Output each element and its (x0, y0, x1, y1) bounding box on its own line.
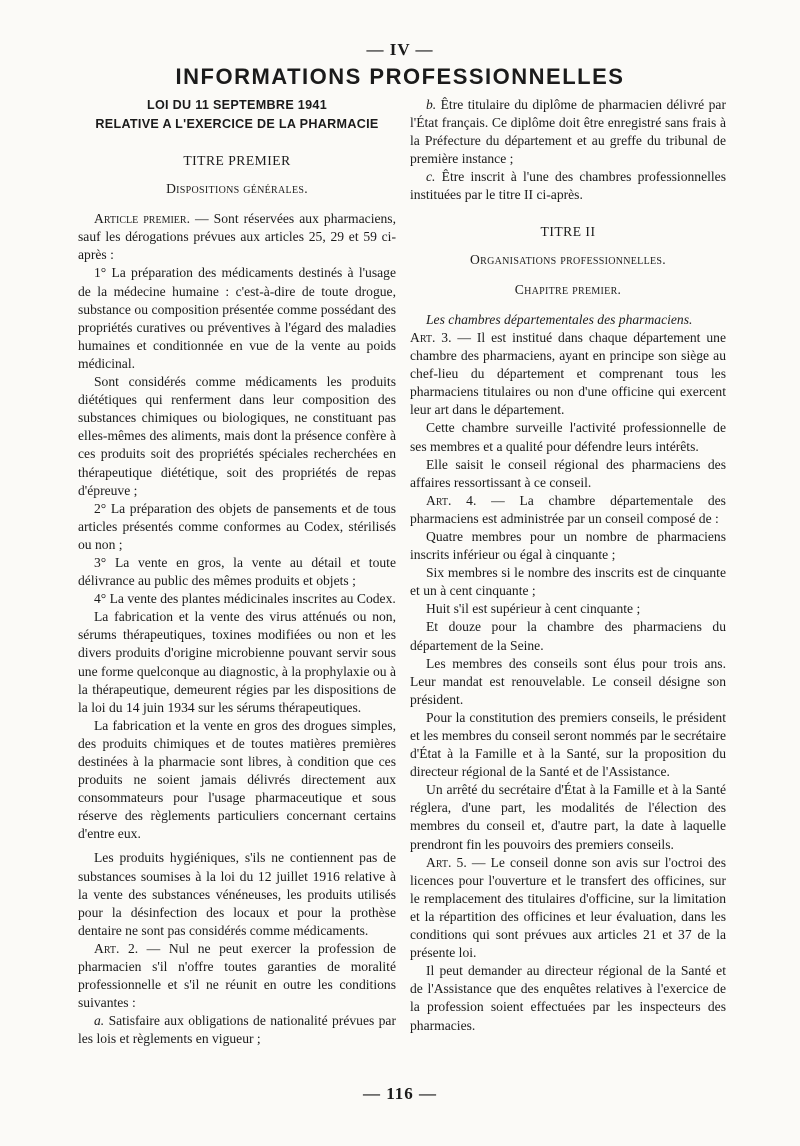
condition-b (410, 96, 726, 168)
article-label: Art. 3. (410, 329, 452, 345)
paragraph: Et douze pour la chambre des pharmaciens du département de la Seine. (410, 619, 726, 653)
paragraph: Six membres si le nombre des inscrits est de cinquante et un à cent cinquante ; (410, 565, 726, 599)
left-column (78, 96, 396, 1049)
article-5 (410, 854, 726, 963)
page-number: — 116 — (362, 1084, 438, 1103)
paragraph: Un arrêté du secrétaire d'État à la Famille et à la Santé réglera, d'une part, les modalités de l'élection des membres du conseil et, d'autre part, la date à laquelle prendront fin les pouvoirs des premiers conseils. (410, 782, 726, 852)
paragraph: La fabrication et la vente des virus atténués ou non, sérums thérapeutiques, toxines modifiées ou non et les divers produits d'origine microbienne pouvant servir sous une forme quelconque au diagnostic, à la prophylaxie ou à la thérapeutique, demeurent régies par les dispositions de la loi du 14 juin 1934 sur les sérums thérapeutiques. (78, 609, 396, 715)
paragraph: 4° La vente des plantes médicinales inscrites au Codex. (94, 591, 396, 607)
paragraph: Elle saisit le conseil régional des pharmaciens des affaires ressortissant à ce conseil. (410, 456, 726, 490)
titre-ii-heading: TITRE II (540, 223, 596, 239)
condition-c (410, 168, 726, 204)
paragraph: Il peut demander au directeur régional de la Santé et de l'Assistance que des enquêtes relatives à l'exercice de la profession soient effectuées par les inspecteurs des pharmacies. (410, 963, 726, 1033)
article-text: — Le conseil donne son avis sur l'octroi des licences pour l'ouverture et le transfert des officines, sur le remplacement des titulaires d'officine, sur la limitation et la répartition des officines et leur évaluation, dans les conditions qui sont prévues aux articles 21 et 37 de la présente loi. (410, 854, 726, 961)
titre-premier-heading: TITRE PREMIER (183, 153, 291, 168)
article-text: — Nul ne peut exercer la profession de pharmacien s'il n'offre toutes garanties de moralité professionnelle et s'il ne réunit en outre les conditions suivantes : (78, 940, 396, 1011)
condition-a (78, 1012, 396, 1048)
paragraph: Quatre membres pour un nombre de pharmaciens inscrits inférieur ou égal à cinquante ; (410, 528, 726, 563)
paragraph: Les produits hygiéniques, s'ils ne contiennent pas de substances soumises à la loi du 12 juillet 1916 relative à la vente des substances vénéneuses, les produits utilisés pour la désinfection des locaux et pour la prothèse dentaire ne sont pas considérés comme médicaments. (78, 850, 396, 938)
condition-text: Être titulaire du diplôme de pharmacien délivré par l'État français. Ce diplôme doit être enregistré sans frais à la Préfecture du département et au greffe du tribunal de première instance ; (410, 97, 726, 167)
law-title-line-1: LOI DU 11 SEPTEMBRE 1941 (146, 98, 328, 112)
article-label: Article premier. (94, 211, 190, 227)
article-label: Art. 4. (426, 492, 477, 508)
article-text: — Il est institué dans chaque département une chambre des pharmaciens, ayant en principe son siège au chef-lieu du département et comprenant tous les pharmaciens titulaires ou non d'une officine qui exercent leur art dans le département. (410, 329, 726, 418)
article-3 (410, 329, 726, 419)
condition-text: Être inscrit à l'une des chambres professionnelles instituées par le titre II ci-après. (410, 169, 726, 203)
section-title: INFORMATIONS PROFESSIONNELLES (175, 64, 625, 89)
chapitre-premier-heading: Chapitre premier. (514, 281, 622, 297)
condition-label: c. (426, 169, 436, 185)
paragraph: 3° La vente en gros, la vente au détail et toute délivrance au public des mêmes produits et objets ; (78, 554, 396, 589)
dispositions-generales-heading: Dispositions générales. (166, 181, 308, 197)
paragraph: La fabrication et la vente en gros des drogues simples, des produits chimiques et de toutes matières premières destinées à la pharmacie sont libres, à condition que ces produits ne soient jamais délivrés directement aux consommateurs pour l'usage pharmaceutique et sous réserve des règlements particuliers concernant certains d'entre eux. (78, 717, 396, 842)
condition-text: Satisfaire aux obligations de nationalité prévues par les lois et règlements en vigueur ; (78, 1013, 396, 1047)
condition-label: a. (94, 1013, 105, 1029)
article-premier (78, 210, 396, 264)
condition-label: b. (426, 97, 437, 112)
article-text: — La chambre départementale des pharmaciens est administrée par un conseil composé de : (410, 492, 726, 526)
article-4 (410, 492, 726, 528)
article-label: Art. 2. (94, 940, 139, 956)
organisations-professionnelles-heading: Organisations professionnelles. (470, 251, 666, 267)
article-text: — Sont réservées aux pharmaciens, sauf les dérogations prévues aux articles 25, 29 et 59 ci-après : (78, 211, 396, 263)
paragraph: Les membres des conseils sont élus pour trois ans. Leur mandat est renouvelable. Le conseil désigne son président. (410, 655, 726, 707)
paragraph: Huit s'il est supérieur à cent cinquante ; (426, 601, 641, 617)
law-title-line-2: RELATIVE A L'EXERCICE DE LA PHARMACIE (95, 117, 379, 131)
chambres-heading: Les chambres départementales des pharmaciens. (426, 311, 693, 327)
right-column (410, 96, 726, 1035)
paragraph: Cette chambre surveille l'activité professionnelle de ses membres et a qualité pour défendre leurs intérêts. (410, 420, 726, 454)
section-page-marker: — IV — (366, 40, 434, 59)
paragraph: 2° La préparation des objets de pansements et de tous articles présentés comme conformes au Codex, stérilisés ou non ; (78, 500, 396, 552)
paragraph: 1° La préparation des médicaments destinés à l'usage de la médecine humaine : c'est-à-dire de toute drogue, substance ou composition présentée comme possédant des propriétés curatives ou préventives à l'égard des maladies humaines et conditionnée en vue de la vente au poids médicinal. (78, 265, 396, 371)
paragraph: Pour la constitution des premiers conseils, le président et les membres du conseil seront nommés par le secrétaire d'État à la Famille et à la Santé, sur la proposition du directeur régional de la Santé et de l'Assistance. (410, 709, 726, 780)
article-label: Art. 5. (426, 854, 467, 870)
paragraph: Sont considérés comme médicaments les produits diététiques qui renferment dans leur composition des substances chimiques ou biologiques, ne constituant pas elles-mêmes des aliments, mais dont la présence confère à ces produits soit des propriétés spéciales recherchées en thérapeutique diététique, soit des propriétés de repas d'épreuve ; (78, 374, 396, 498)
article-2 (78, 940, 396, 1012)
